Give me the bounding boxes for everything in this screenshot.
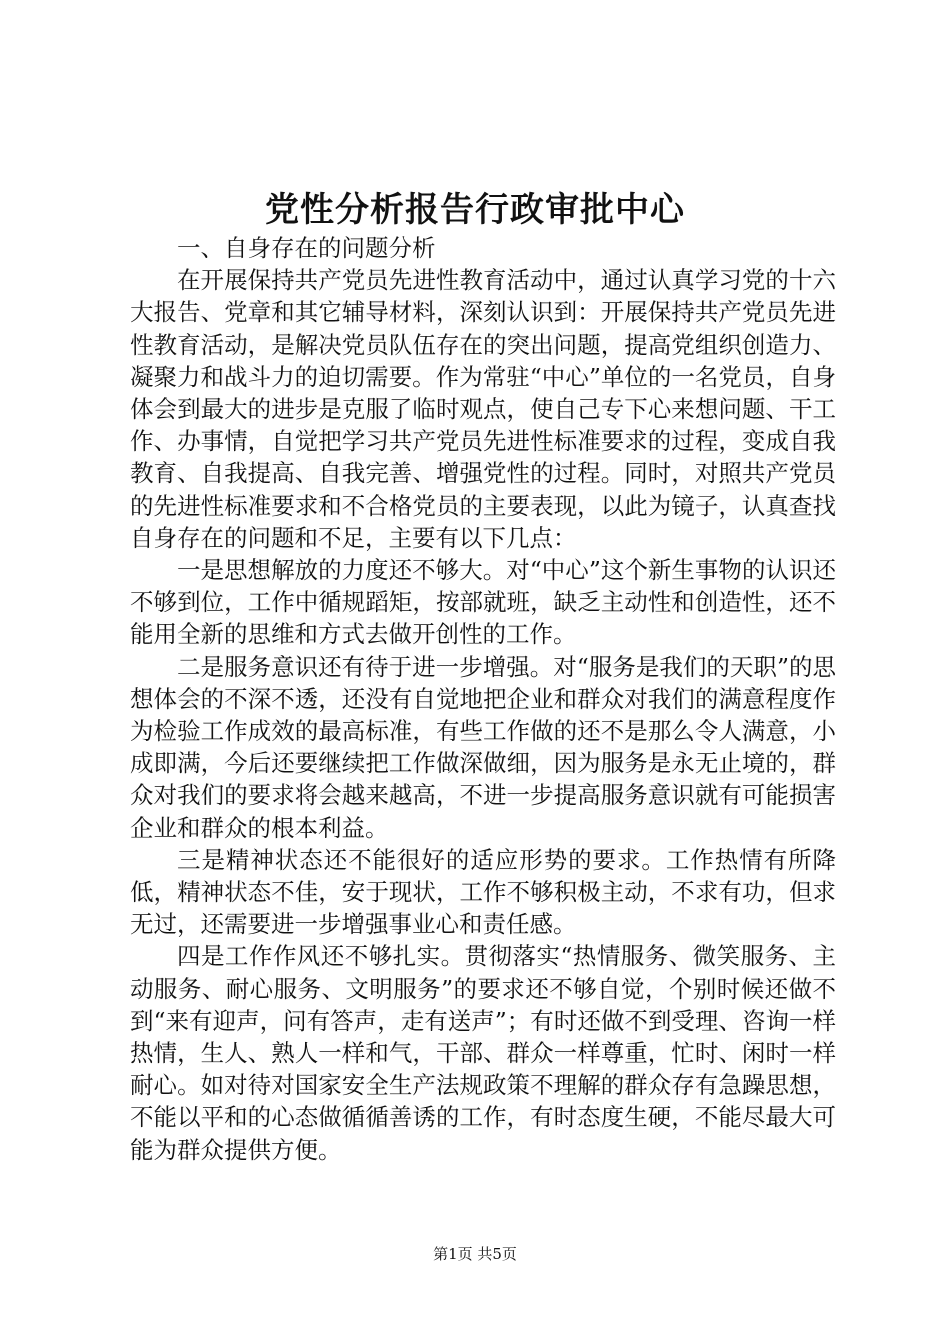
document-title: 党性分析报告行政审批中心 [265,190,685,230]
body-paragraph: 二是服务意识还有待于进一步增强。对“服务是我们的天职”的思想体会的不深不透，还没有自觉地把企业和群众对我们的满意程度作为检验工作成效的最高标准，有些工作做的还不是那么令人满意，小成即满，今后还要继续把工作做深做细，因为服务是永无止境的，群众对我们的要求将会越来越高，不进一步提高服务意识就有可能损害企业和群众的根本利益。 [130,652,836,842]
body-paragraph: 一是思想解放的力度还不够大。对“中心”这个新生事物的认识还不够到位，工作中循规蹈矩，按部就班，缺乏主动性和创造性，还不能用全新的思维和方式去做开创性的工作。 [130,556,836,649]
page-footer: 第1页 共5页 [433,1245,517,1263]
body-paragraph: 在开展保持共产党员先进性教育活动中，通过认真学习党的十六大报告、党章和其它辅导材料，深刻认识到：开展保持共产党员先进性教育活动，是解决党员队伍存在的突出问题，提高党组织创造力、凝聚力和战斗力的迫切需要。作为常驻“中心”单位的一名党员，自身体会到最大的进步是克服了临时观点，使自己专下心来想问题、干工作、办事情，自觉把学习共产党员先进性标准要求的过程，变成自我教育、自我提高、自我完善、增强党性的过程。同时，对照共产党员的先进性标准要求和不合格党员的主要表现，以此为镜子，认真查找自身存在的问题和不足，主要有以下几点： [130,266,836,552]
section-heading: 一、自身存在的问题分析 [177,234,436,262]
body-paragraph: 四是工作作风还不够扎实。贯彻落实“热情服务、微笑服务、主动服务、耐心服务、文明服务”的要求还不够自觉，个别时候还做不到“来有迎声，问有答声，走有送声”；有时还做不到受理、咨询一样热情，生人、熟人一样和气，干部、群众一样尊重，忙时、闲时一样耐心。如对待对国家安全生产法规政策不理解的群众存有急躁思想，不能以平和的心态做循循善诱的工作，有时态度生硬，不能尽最大可能为群众提供方便。 [130,942,836,1164]
document-body [130,232,836,1166]
body-paragraph: 三是精神状态还不能很好的适应形势的要求。工作热情有所降低，精神状态不佳，安于现状，工作不够积极主动，不求有功，但求无过，还需要进一步增强事业心和责任感。 [130,845,836,939]
